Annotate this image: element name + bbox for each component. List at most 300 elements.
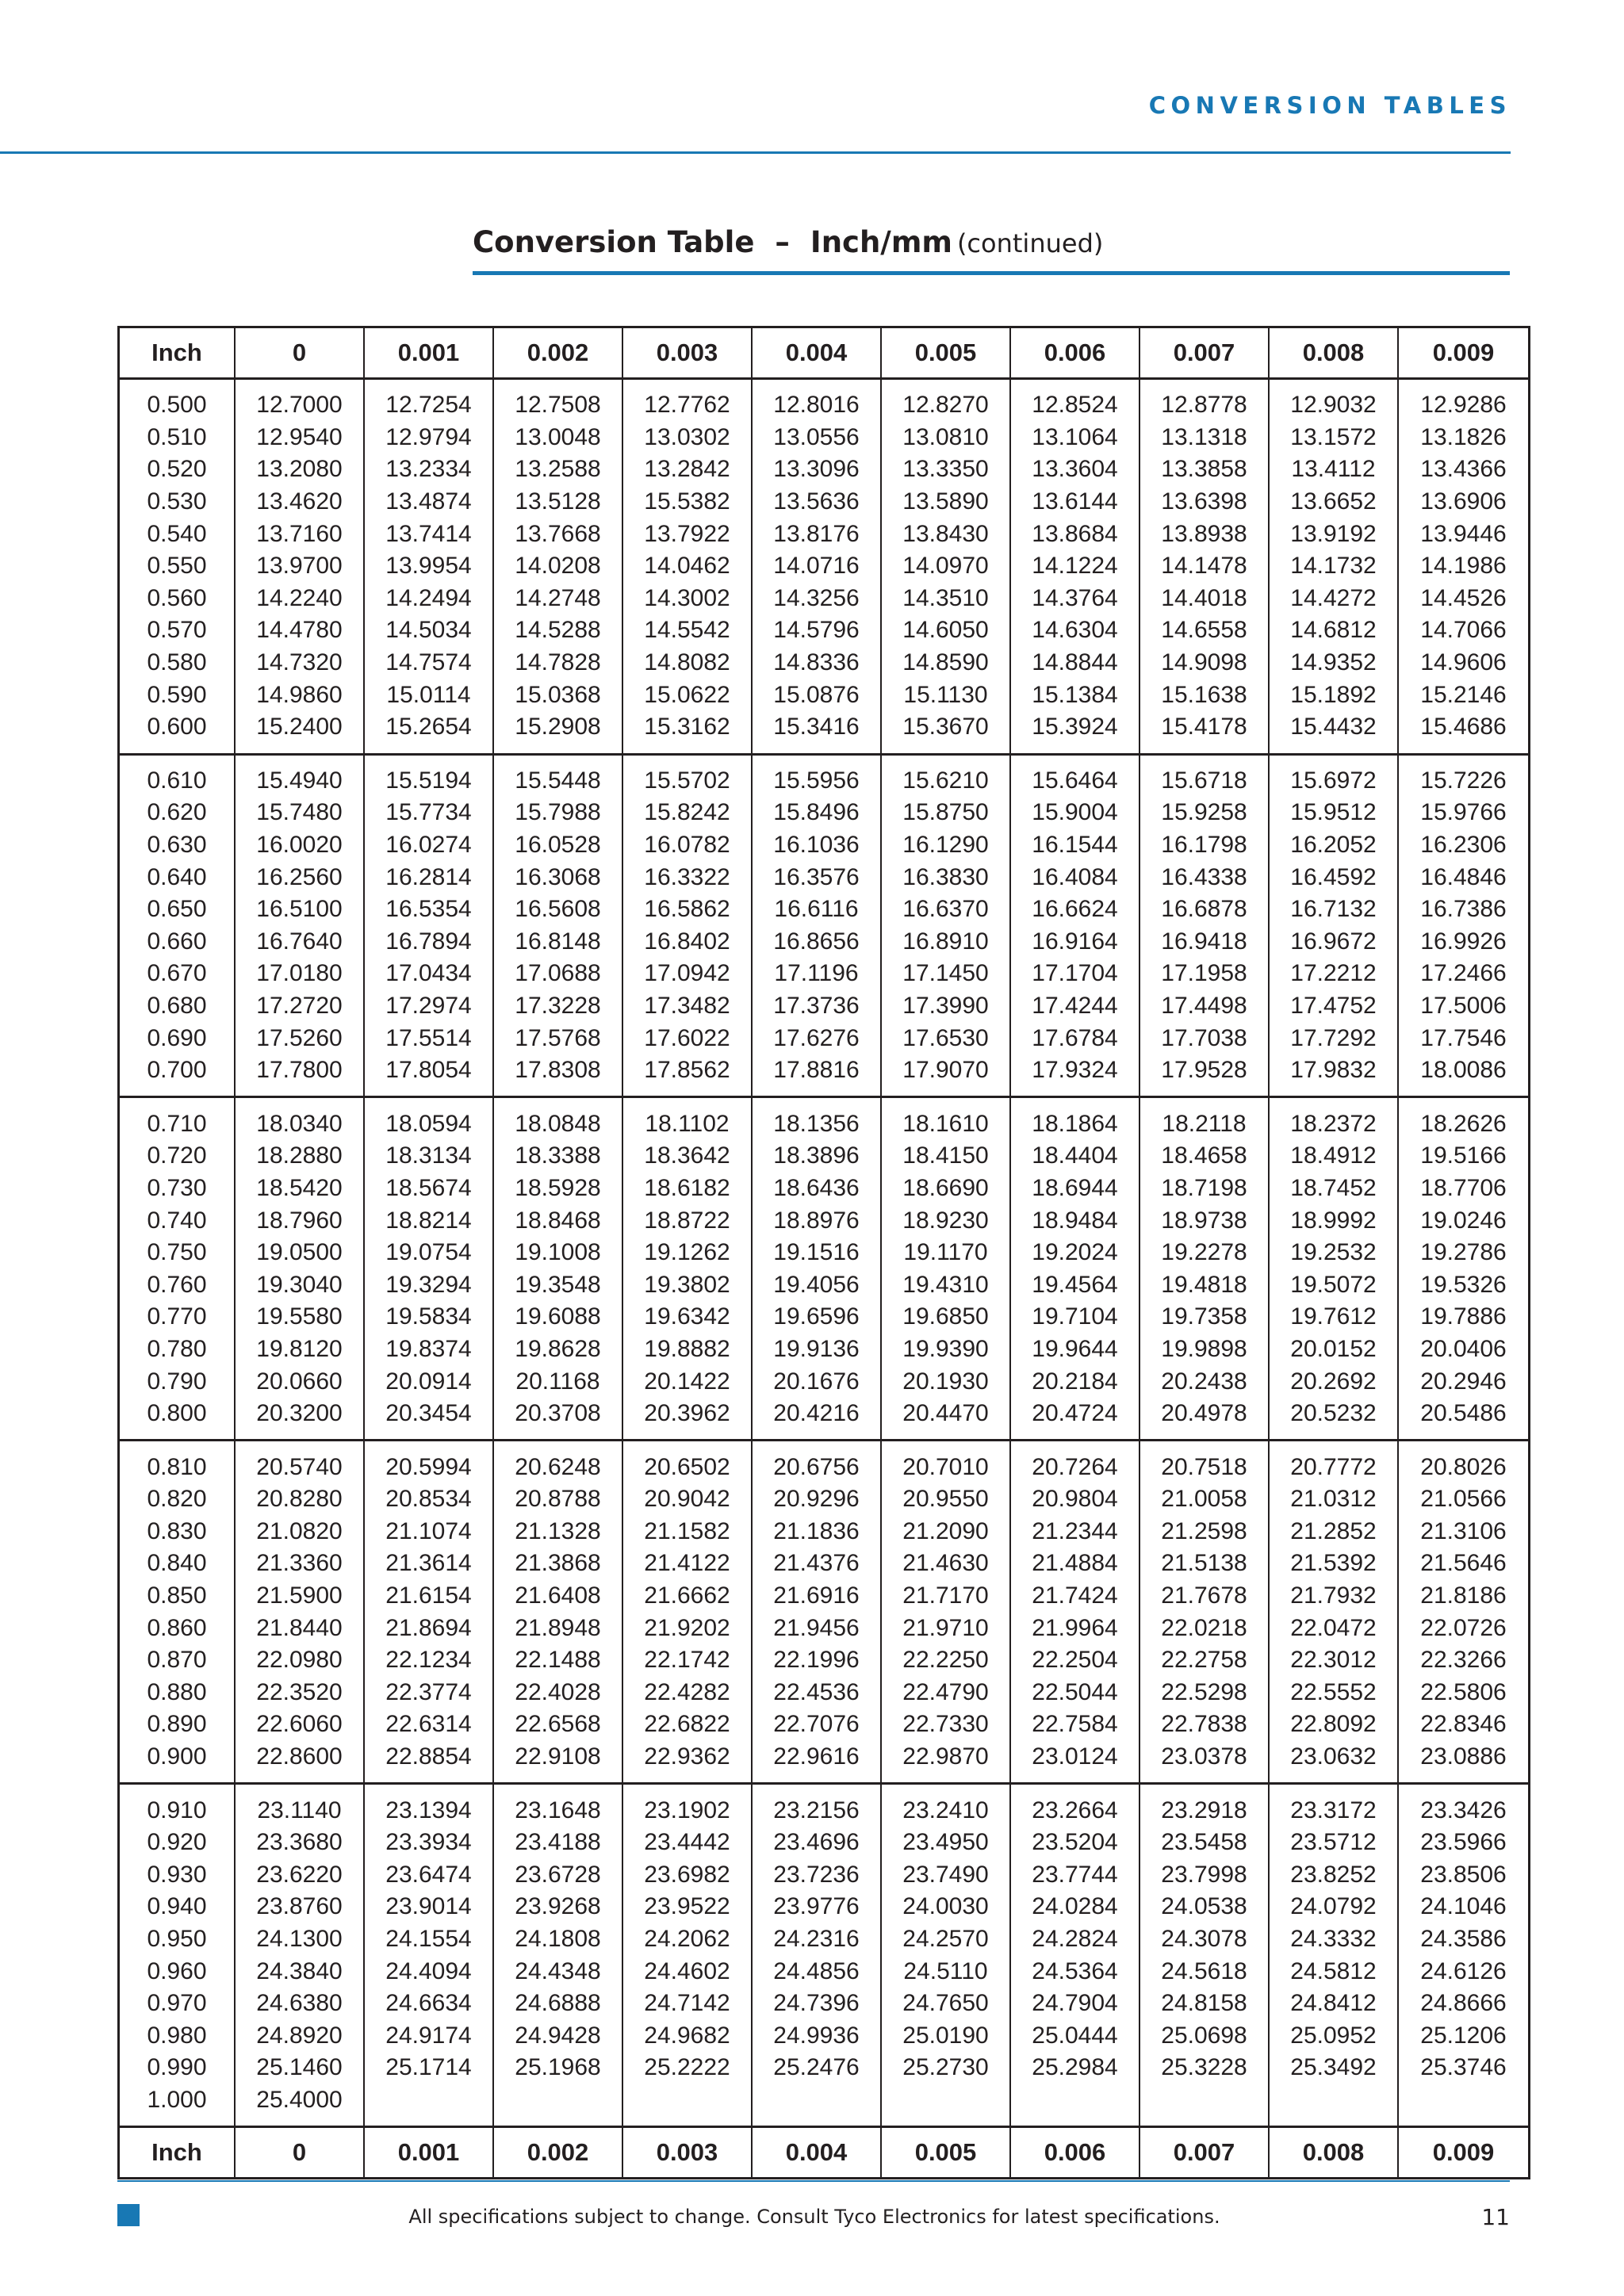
mm-value-cell: 23.1140 bbox=[235, 1784, 364, 1827]
mm-value-cell: 20.8280 bbox=[235, 1483, 364, 1516]
footer-divider bbox=[117, 2180, 1510, 2182]
mm-value-cell: 23.6982 bbox=[622, 1859, 752, 1892]
mm-value-cell: 16.0782 bbox=[622, 829, 752, 862]
mm-value-cell: 13.9700 bbox=[235, 550, 364, 583]
mm-value-cell bbox=[364, 2084, 493, 2127]
column-header: 0.006 bbox=[1010, 327, 1139, 379]
mm-value-cell: 20.0914 bbox=[364, 1365, 493, 1398]
mm-value-cell: 14.9352 bbox=[1269, 647, 1398, 679]
mm-value-cell: 17.0942 bbox=[622, 958, 752, 990]
mm-value-cell: 23.2410 bbox=[881, 1784, 1010, 1827]
mm-value-cell: 18.1102 bbox=[622, 1097, 752, 1140]
mm-value-cell: 25.2476 bbox=[752, 2052, 881, 2084]
mm-value-cell: 15.1892 bbox=[1269, 679, 1398, 711]
mm-value-cell: 17.7292 bbox=[1269, 1022, 1398, 1054]
table-row bbox=[119, 1988, 1530, 2020]
mm-value-cell: 19.2278 bbox=[1139, 1237, 1269, 1269]
mm-value-cell: 21.3360 bbox=[235, 1548, 364, 1580]
mm-value-cell: 22.8854 bbox=[364, 1741, 493, 1784]
mm-value-cell: 13.9954 bbox=[364, 550, 493, 583]
mm-value-cell: 22.9108 bbox=[493, 1741, 622, 1784]
mm-value-cell: 14.8590 bbox=[881, 647, 1010, 679]
mm-value-cell: 13.8684 bbox=[1010, 518, 1139, 550]
mm-value-cell: 19.6088 bbox=[493, 1301, 622, 1334]
mm-value-cell: 22.7076 bbox=[752, 1709, 881, 1741]
inch-value-cell: 0.640 bbox=[119, 861, 236, 894]
mm-value-cell: 16.1290 bbox=[881, 829, 1010, 862]
mm-value-cell: 22.4536 bbox=[752, 1677, 881, 1709]
table-row bbox=[119, 379, 1530, 422]
inch-value-cell: 0.880 bbox=[119, 1677, 236, 1709]
mm-value-cell: 25.0190 bbox=[881, 2020, 1010, 2053]
inch-value-cell: 0.860 bbox=[119, 1612, 236, 1644]
mm-value-cell: 13.6906 bbox=[1398, 486, 1530, 519]
mm-value-cell: 14.0462 bbox=[622, 550, 752, 583]
mm-value-cell: 13.8176 bbox=[752, 518, 881, 550]
mm-value-cell: 22.2504 bbox=[1010, 1644, 1139, 1677]
mm-value-cell: 14.4272 bbox=[1269, 583, 1398, 615]
mm-value-cell: 18.6436 bbox=[752, 1173, 881, 1205]
mm-value-cell: 18.8214 bbox=[364, 1204, 493, 1237]
mm-value-cell: 15.5382 bbox=[622, 486, 752, 519]
mm-value-cell: 13.0048 bbox=[493, 422, 622, 454]
table-row bbox=[119, 1398, 1530, 1441]
mm-value-cell: 23.2664 bbox=[1010, 1784, 1139, 1827]
mm-value-cell: 19.1170 bbox=[881, 1237, 1010, 1269]
mm-value-cell: 13.4366 bbox=[1398, 453, 1530, 486]
mm-value-cell: 21.1328 bbox=[493, 1516, 622, 1548]
mm-value-cell: 20.1930 bbox=[881, 1365, 1010, 1398]
mm-value-cell: 22.9870 bbox=[881, 1741, 1010, 1784]
mm-value-cell: 14.0970 bbox=[881, 550, 1010, 583]
mm-value-cell: 17.6530 bbox=[881, 1022, 1010, 1054]
mm-value-cell: 15.3924 bbox=[1010, 711, 1139, 754]
table-row bbox=[119, 1709, 1530, 1741]
mm-value-cell: 14.3002 bbox=[622, 583, 752, 615]
header-divider bbox=[0, 151, 1511, 154]
mm-value-cell: 15.2146 bbox=[1398, 679, 1530, 711]
mm-value-cell: 16.5862 bbox=[622, 894, 752, 926]
mm-value-cell: 20.2184 bbox=[1010, 1365, 1139, 1398]
mm-value-cell: 24.4602 bbox=[622, 1955, 752, 1988]
table-row bbox=[119, 1516, 1530, 1548]
mm-value-cell: 20.5486 bbox=[1398, 1398, 1530, 1441]
mm-value-cell: 14.7320 bbox=[235, 647, 364, 679]
mm-value-cell: 17.3482 bbox=[622, 990, 752, 1023]
mm-value-cell: 12.8016 bbox=[752, 379, 881, 422]
mm-value-cell: 14.6304 bbox=[1010, 614, 1139, 647]
inch-value-cell: 0.710 bbox=[119, 1097, 236, 1140]
mm-value-cell: 24.7396 bbox=[752, 1988, 881, 2020]
mm-value-cell: 12.8778 bbox=[1139, 379, 1269, 422]
mm-value-cell: 16.4084 bbox=[1010, 861, 1139, 894]
mm-value-cell: 23.2918 bbox=[1139, 1784, 1269, 1827]
mm-value-cell: 14.5796 bbox=[752, 614, 881, 647]
mm-value-cell: 21.8694 bbox=[364, 1612, 493, 1644]
column-header: 0.001 bbox=[364, 327, 493, 379]
mm-value-cell: 19.6342 bbox=[622, 1301, 752, 1334]
table-row bbox=[119, 990, 1530, 1023]
inch-value-cell: 0.800 bbox=[119, 1398, 236, 1441]
mm-value-cell: 19.6596 bbox=[752, 1301, 881, 1334]
mm-value-cell: 24.3586 bbox=[1398, 1923, 1530, 1956]
mm-value-cell: 22.5298 bbox=[1139, 1677, 1269, 1709]
mm-value-cell: 17.4244 bbox=[1010, 990, 1139, 1023]
mm-value-cell: 21.3106 bbox=[1398, 1516, 1530, 1548]
inch-value-cell: 0.750 bbox=[119, 1237, 236, 1269]
column-footer: 0 bbox=[235, 2127, 364, 2179]
mm-value-cell: 12.9794 bbox=[364, 422, 493, 454]
mm-value-cell: 20.6502 bbox=[622, 1441, 752, 1483]
mm-value-cell: 13.0556 bbox=[752, 422, 881, 454]
column-header: 0.007 bbox=[1139, 327, 1269, 379]
table-row bbox=[119, 1365, 1530, 1398]
mm-value-cell: 23.8760 bbox=[235, 1891, 364, 1923]
mm-value-cell: 13.9446 bbox=[1398, 518, 1530, 550]
table-row bbox=[119, 1334, 1530, 1366]
table-footer-row bbox=[119, 2127, 1530, 2179]
mm-value-cell: 20.6756 bbox=[752, 1441, 881, 1483]
mm-value-cell: 14.4018 bbox=[1139, 583, 1269, 615]
mm-value-cell: 17.7546 bbox=[1398, 1022, 1530, 1054]
mm-value-cell: 21.1074 bbox=[364, 1516, 493, 1548]
mm-value-cell: 19.1262 bbox=[622, 1237, 752, 1269]
table-row bbox=[119, 422, 1530, 454]
table-row bbox=[119, 1827, 1530, 1859]
mm-value-cell: 25.4000 bbox=[235, 2084, 364, 2127]
mm-value-cell: 20.3708 bbox=[493, 1398, 622, 1441]
mm-value-cell: 24.9174 bbox=[364, 2020, 493, 2053]
mm-value-cell: 25.0444 bbox=[1010, 2020, 1139, 2053]
mm-value-cell: 13.2080 bbox=[235, 453, 364, 486]
mm-value-cell: 19.4056 bbox=[752, 1269, 881, 1301]
inch-value-cell: 0.650 bbox=[119, 894, 236, 926]
mm-value-cell: 15.4432 bbox=[1269, 711, 1398, 754]
mm-value-cell: 20.2692 bbox=[1269, 1365, 1398, 1398]
mm-value-cell: 12.7254 bbox=[364, 379, 493, 422]
mm-value-cell: 16.3322 bbox=[622, 861, 752, 894]
mm-value-cell: 20.9296 bbox=[752, 1483, 881, 1516]
table-row bbox=[119, 1483, 1530, 1516]
mm-value-cell: 23.8252 bbox=[1269, 1859, 1398, 1892]
mm-value-cell: 23.7236 bbox=[752, 1859, 881, 1892]
mm-value-cell: 17.8562 bbox=[622, 1054, 752, 1097]
mm-value-cell: 13.3350 bbox=[881, 453, 1010, 486]
mm-value-cell: 24.5110 bbox=[881, 1955, 1010, 1988]
mm-value-cell: 18.4404 bbox=[1010, 1140, 1139, 1173]
mm-value-cell: 25.3746 bbox=[1398, 2052, 1530, 2084]
column-header: Inch bbox=[119, 327, 236, 379]
mm-value-cell: 18.7198 bbox=[1139, 1173, 1269, 1205]
table-row bbox=[119, 2084, 1530, 2127]
inch-value-cell: 0.580 bbox=[119, 647, 236, 679]
mm-value-cell: 24.7904 bbox=[1010, 1988, 1139, 2020]
mm-value-cell: 15.1130 bbox=[881, 679, 1010, 711]
mm-value-cell bbox=[1010, 2084, 1139, 2127]
inch-value-cell: 0.630 bbox=[119, 829, 236, 862]
mm-value-cell: 15.5448 bbox=[493, 754, 622, 797]
inch-value-cell: 0.590 bbox=[119, 679, 236, 711]
mm-value-cell: 24.1046 bbox=[1398, 1891, 1530, 1923]
mm-value-cell: 18.7960 bbox=[235, 1204, 364, 1237]
mm-value-cell: 16.9164 bbox=[1010, 926, 1139, 959]
mm-value-cell: 13.5128 bbox=[493, 486, 622, 519]
mm-value-cell: 18.9484 bbox=[1010, 1204, 1139, 1237]
mm-value-cell: 24.6380 bbox=[235, 1988, 364, 2020]
inch-value-cell: 0.610 bbox=[119, 754, 236, 797]
mm-value-cell: 16.9672 bbox=[1269, 926, 1398, 959]
mm-value-cell: 24.3332 bbox=[1269, 1923, 1398, 1956]
mm-value-cell: 13.1064 bbox=[1010, 422, 1139, 454]
mm-value-cell: 13.5636 bbox=[752, 486, 881, 519]
mm-value-cell: 13.6652 bbox=[1269, 486, 1398, 519]
mm-value-cell: 18.6690 bbox=[881, 1173, 1010, 1205]
mm-value-cell: 23.7998 bbox=[1139, 1859, 1269, 1892]
mm-value-cell: 16.6624 bbox=[1010, 894, 1139, 926]
mm-value-cell: 24.6126 bbox=[1398, 1955, 1530, 1988]
mm-value-cell: 17.9070 bbox=[881, 1054, 1010, 1097]
mm-value-cell: 15.0876 bbox=[752, 679, 881, 711]
table-row bbox=[119, 2020, 1530, 2053]
mm-value-cell: 19.5580 bbox=[235, 1301, 364, 1334]
table-row bbox=[119, 1301, 1530, 1334]
mm-value-cell: 19.4818 bbox=[1139, 1269, 1269, 1301]
mm-value-cell: 20.2946 bbox=[1398, 1365, 1530, 1398]
mm-value-cell: 18.0340 bbox=[235, 1097, 364, 1140]
mm-value-cell: 20.1168 bbox=[493, 1365, 622, 1398]
table-row bbox=[119, 1441, 1530, 1483]
mm-value-cell: 18.4912 bbox=[1269, 1140, 1398, 1173]
mm-value-cell: 19.7886 bbox=[1398, 1301, 1530, 1334]
mm-value-cell: 13.8430 bbox=[881, 518, 1010, 550]
mm-value-cell: 24.1554 bbox=[364, 1923, 493, 1956]
table-row bbox=[119, 1022, 1530, 1054]
mm-value-cell: 21.2344 bbox=[1010, 1516, 1139, 1548]
mm-value-cell: 17.5514 bbox=[364, 1022, 493, 1054]
inch-value-cell: 0.700 bbox=[119, 1054, 236, 1097]
mm-value-cell: 16.5100 bbox=[235, 894, 364, 926]
column-header: 0.004 bbox=[752, 327, 881, 379]
mm-value-cell: 22.3774 bbox=[364, 1677, 493, 1709]
column-footer: 0.009 bbox=[1398, 2127, 1530, 2179]
table-row bbox=[119, 1955, 1530, 1988]
mm-value-cell: 24.9428 bbox=[493, 2020, 622, 2053]
table-row bbox=[119, 958, 1530, 990]
inch-value-cell: 0.510 bbox=[119, 422, 236, 454]
mm-value-cell: 17.8054 bbox=[364, 1054, 493, 1097]
mm-value-cell: 18.6944 bbox=[1010, 1173, 1139, 1205]
mm-value-cell: 14.1224 bbox=[1010, 550, 1139, 583]
mm-value-cell: 17.6022 bbox=[622, 1022, 752, 1054]
mm-value-cell: 23.5204 bbox=[1010, 1827, 1139, 1859]
mm-value-cell: 23.8506 bbox=[1398, 1859, 1530, 1892]
mm-value-cell: 20.9550 bbox=[881, 1483, 1010, 1516]
mm-value-cell: 14.4780 bbox=[235, 614, 364, 647]
mm-value-cell: 21.7424 bbox=[1010, 1580, 1139, 1613]
mm-value-cell: 18.3388 bbox=[493, 1140, 622, 1173]
mm-value-cell: 17.2212 bbox=[1269, 958, 1398, 990]
mm-value-cell: 22.3266 bbox=[1398, 1644, 1530, 1677]
mm-value-cell: 15.7734 bbox=[364, 797, 493, 829]
mm-value-cell: 24.0030 bbox=[881, 1891, 1010, 1923]
mm-value-cell: 21.1582 bbox=[622, 1516, 752, 1548]
mm-value-cell: 24.5618 bbox=[1139, 1955, 1269, 1988]
mm-value-cell: 24.7650 bbox=[881, 1988, 1010, 2020]
conversion-table bbox=[117, 326, 1530, 2179]
mm-value-cell: 17.1196 bbox=[752, 958, 881, 990]
mm-value-cell: 13.1826 bbox=[1398, 422, 1530, 454]
table-row bbox=[119, 647, 1530, 679]
mm-value-cell: 20.6248 bbox=[493, 1441, 622, 1483]
mm-value-cell: 17.3228 bbox=[493, 990, 622, 1023]
mm-value-cell: 12.9032 bbox=[1269, 379, 1398, 422]
mm-value-cell: 15.0114 bbox=[364, 679, 493, 711]
mm-value-cell: 23.3680 bbox=[235, 1827, 364, 1859]
inch-value-cell: 0.830 bbox=[119, 1516, 236, 1548]
mm-value-cell: 16.7894 bbox=[364, 926, 493, 959]
mm-value-cell: 16.0274 bbox=[364, 829, 493, 862]
mm-value-cell: 14.7574 bbox=[364, 647, 493, 679]
mm-value-cell: 20.7264 bbox=[1010, 1441, 1139, 1483]
mm-value-cell: 13.8938 bbox=[1139, 518, 1269, 550]
inch-value-cell: 1.000 bbox=[119, 2084, 236, 2127]
mm-value-cell: 17.4752 bbox=[1269, 990, 1398, 1023]
mm-value-cell: 25.1714 bbox=[364, 2052, 493, 2084]
column-footer: 0.003 bbox=[622, 2127, 752, 2179]
mm-value-cell: 19.3294 bbox=[364, 1269, 493, 1301]
mm-value-cell: 16.3830 bbox=[881, 861, 1010, 894]
inch-value-cell: 0.890 bbox=[119, 1709, 236, 1741]
table-row bbox=[119, 679, 1530, 711]
mm-value-cell: 24.2824 bbox=[1010, 1923, 1139, 1956]
mm-value-cell: 18.3642 bbox=[622, 1140, 752, 1173]
mm-value-cell: 15.8242 bbox=[622, 797, 752, 829]
mm-value-cell: 22.5552 bbox=[1269, 1677, 1398, 1709]
mm-value-cell: 23.5712 bbox=[1269, 1827, 1398, 1859]
mm-value-cell: 13.3858 bbox=[1139, 453, 1269, 486]
mm-value-cell: 21.9710 bbox=[881, 1612, 1010, 1644]
inch-value-cell: 0.940 bbox=[119, 1891, 236, 1923]
inch-value-cell: 0.760 bbox=[119, 1269, 236, 1301]
mm-value-cell: 15.1638 bbox=[1139, 679, 1269, 711]
mm-value-cell: 21.4630 bbox=[881, 1548, 1010, 1580]
mm-value-cell: 24.4856 bbox=[752, 1955, 881, 1988]
column-footer: 0.002 bbox=[493, 2127, 622, 2179]
mm-value-cell: 18.2372 bbox=[1269, 1097, 1398, 1140]
mm-value-cell: 23.1648 bbox=[493, 1784, 622, 1827]
mm-value-cell: 21.0312 bbox=[1269, 1483, 1398, 1516]
mm-value-cell: 25.2222 bbox=[622, 2052, 752, 2084]
mm-value-cell: 18.9738 bbox=[1139, 1204, 1269, 1237]
mm-value-cell: 22.3520 bbox=[235, 1677, 364, 1709]
mm-value-cell: 17.0434 bbox=[364, 958, 493, 990]
table-row bbox=[119, 754, 1530, 797]
mm-value-cell: 16.1544 bbox=[1010, 829, 1139, 862]
mm-value-cell: 22.0472 bbox=[1269, 1612, 1398, 1644]
mm-value-cell: 16.6878 bbox=[1139, 894, 1269, 926]
table-row bbox=[119, 829, 1530, 862]
mm-value-cell: 21.1836 bbox=[752, 1516, 881, 1548]
mm-value-cell: 22.1742 bbox=[622, 1644, 752, 1677]
inch-value-cell: 0.660 bbox=[119, 926, 236, 959]
mm-value-cell: 16.3576 bbox=[752, 861, 881, 894]
mm-value-cell: 18.7706 bbox=[1398, 1173, 1530, 1205]
mm-value-cell: 24.4348 bbox=[493, 1955, 622, 1988]
mm-value-cell: 16.6116 bbox=[752, 894, 881, 926]
mm-value-cell: 17.0180 bbox=[235, 958, 364, 990]
mm-value-cell: 17.5006 bbox=[1398, 990, 1530, 1023]
column-header: 0.008 bbox=[1269, 327, 1398, 379]
mm-value-cell: 16.4846 bbox=[1398, 861, 1530, 894]
mm-value-cell: 12.8270 bbox=[881, 379, 1010, 422]
mm-value-cell: 20.7010 bbox=[881, 1441, 1010, 1483]
mm-value-cell: 14.6050 bbox=[881, 614, 1010, 647]
mm-value-cell: 17.6276 bbox=[752, 1022, 881, 1054]
mm-value-cell: 23.1394 bbox=[364, 1784, 493, 1827]
mm-value-cell: 13.0810 bbox=[881, 422, 1010, 454]
mm-value-cell: 24.4094 bbox=[364, 1955, 493, 1988]
mm-value-cell: 24.5364 bbox=[1010, 1955, 1139, 1988]
inch-value-cell: 0.870 bbox=[119, 1644, 236, 1677]
mm-value-cell: 19.8374 bbox=[364, 1334, 493, 1366]
mm-value-cell: 21.6154 bbox=[364, 1580, 493, 1613]
mm-value-cell: 22.6568 bbox=[493, 1709, 622, 1741]
mm-value-cell: 21.0058 bbox=[1139, 1483, 1269, 1516]
mm-value-cell: 20.2438 bbox=[1139, 1365, 1269, 1398]
mm-value-cell: 16.8656 bbox=[752, 926, 881, 959]
mm-value-cell: 16.8148 bbox=[493, 926, 622, 959]
table-row bbox=[119, 1784, 1530, 1827]
mm-value-cell: 18.7452 bbox=[1269, 1173, 1398, 1205]
mm-value-cell: 24.9682 bbox=[622, 2020, 752, 2053]
mm-value-cell: 21.6662 bbox=[622, 1580, 752, 1613]
mm-value-cell: 23.5458 bbox=[1139, 1827, 1269, 1859]
row-group bbox=[119, 1441, 1530, 1784]
mm-value-cell: 23.9014 bbox=[364, 1891, 493, 1923]
mm-value-cell: 18.2118 bbox=[1139, 1097, 1269, 1140]
mm-value-cell: 17.8816 bbox=[752, 1054, 881, 1097]
mm-value-cell: 14.9606 bbox=[1398, 647, 1530, 679]
mm-value-cell: 16.6370 bbox=[881, 894, 1010, 926]
mm-value-cell: 25.3228 bbox=[1139, 2052, 1269, 2084]
mm-value-cell: 22.8346 bbox=[1398, 1709, 1530, 1741]
mm-value-cell: 21.7932 bbox=[1269, 1580, 1398, 1613]
mm-value-cell: 22.0726 bbox=[1398, 1612, 1530, 1644]
mm-value-cell: 23.7490 bbox=[881, 1859, 1010, 1892]
mm-value-cell: 15.2654 bbox=[364, 711, 493, 754]
mm-value-cell: 18.5928 bbox=[493, 1173, 622, 1205]
mm-value-cell: 14.6812 bbox=[1269, 614, 1398, 647]
mm-value-cell: 16.0528 bbox=[493, 829, 622, 862]
mm-value-cell bbox=[1398, 2084, 1530, 2127]
table-row bbox=[119, 453, 1530, 486]
table-row bbox=[119, 1923, 1530, 1956]
mm-value-cell: 19.7104 bbox=[1010, 1301, 1139, 1334]
mm-value-cell: 23.3426 bbox=[1398, 1784, 1530, 1827]
mm-value-cell: 21.0566 bbox=[1398, 1483, 1530, 1516]
mm-value-cell: 14.9098 bbox=[1139, 647, 1269, 679]
mm-value-cell: 13.6144 bbox=[1010, 486, 1139, 519]
mm-value-cell: 21.4122 bbox=[622, 1548, 752, 1580]
mm-value-cell: 14.3510 bbox=[881, 583, 1010, 615]
mm-value-cell: 22.5806 bbox=[1398, 1677, 1530, 1709]
mm-value-cell: 17.1958 bbox=[1139, 958, 1269, 990]
mm-value-cell: 21.6916 bbox=[752, 1580, 881, 1613]
mm-value-cell: 14.1478 bbox=[1139, 550, 1269, 583]
mm-value-cell: 24.5812 bbox=[1269, 1955, 1398, 1988]
mm-value-cell: 15.6210 bbox=[881, 754, 1010, 797]
mm-value-cell: 23.6474 bbox=[364, 1859, 493, 1892]
